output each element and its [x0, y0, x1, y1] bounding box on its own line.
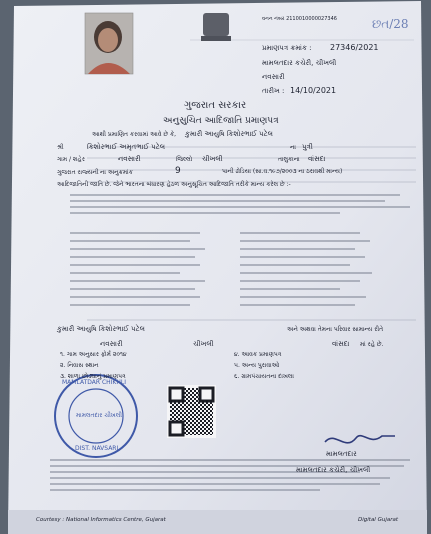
list-item: ૬. ગ્રામપંચાયતના દાખલા [234, 373, 294, 380]
serial-value: 9 [175, 166, 181, 176]
stamp-text-bottom: DIST. NAVSARI [75, 445, 119, 452]
paper-sheet [8, 1, 427, 533]
list-item: ૫. અન્ય પુરાવાઓ [234, 362, 280, 369]
village-label: ગામ / શહેર [57, 156, 85, 163]
header-office: મામલતદાર કચેરી, ચીખલી [262, 59, 337, 67]
government-title: ગુજરાત સરકાર [184, 100, 247, 111]
footer-courtesy: Courtesy : National Informatics Centre, Gujarat [36, 517, 166, 523]
list-item: ૨. નિવાસ સ્થાન [60, 362, 99, 369]
second-holder-name: કુમારી આયુષિ કિશોરભાઈ પટેલ [57, 325, 145, 333]
father-label: શ્રી [57, 144, 64, 151]
intro-text: આથી પ્રમાણિત કરવામાં આવે છે કે, [92, 131, 177, 138]
taluka-label: તાલુકાના [278, 156, 300, 163]
village: નવસારી [118, 155, 141, 163]
residence-suffix: માં રહે છે. [360, 341, 384, 348]
signature-designation: મામલતદાર [326, 450, 357, 458]
footer-brand: Digital Gujarat [358, 517, 399, 523]
tribe-label: ગુજરાત રાજ્યની [57, 169, 99, 176]
notes-heading: આદિજાતિની જાતિ છે. જેને ભારતના બંધારણ હેઠળ અનુસૂચિત આદિજાતિ તરીકે માન્ય કરેલ છે :- [57, 181, 291, 188]
handwritten-ref: છત/28 [372, 17, 409, 31]
header-district: નવસારી [262, 73, 285, 81]
emblem-icon [201, 13, 231, 41]
holder-name: કુમારી આયુષિ કિશોરભાઈ પટેલ [185, 130, 273, 138]
certificate-number: 27346/2021 [330, 43, 379, 52]
residence-district: ચીખલી [193, 340, 214, 348]
serial-label: ના અનુક્રમાંક [100, 169, 133, 176]
relation: પુત્રી [302, 143, 313, 151]
issue-date: 14/10/2021 [290, 86, 337, 95]
list-item: ૩. શાળા છોડ્યાનું પ્રમાણપત્ર [60, 373, 126, 380]
district: ચીખલી [202, 155, 223, 163]
residence-taluka: વાંસદા [332, 340, 350, 348]
category-note: પાની ઢોડિયા (સા.વ.૧૯૭/૨૦૦૩ ના ઠરાવથી માન્ય) [222, 168, 343, 175]
list-item: ૪. આવક પ્રમાણપત્ર [234, 351, 282, 358]
certificate-title: અનુસુચિત આદિજાતિ પ્રમાણપત્ર [163, 116, 279, 126]
signature-office: મામલતદાર કચેરી, ચીખલી [296, 466, 371, 474]
residence-village: નવસારી [100, 340, 123, 348]
list-item: ૧. ગામ અનુસાર ફોર્મ ૨૦૧૪ [60, 351, 127, 358]
stamp-text-top: MAMLATDAR CHIKHLI [62, 379, 126, 386]
father-name: કિશોરભાઈ અમૃતભાઈ પટેલ [87, 143, 166, 151]
district-label: જિલ્લો [176, 156, 193, 163]
date-label: તારીખ : [262, 87, 285, 95]
second-suffix: અને અથવા તેમના પરિવાર સામાન્ય રીતે [287, 326, 384, 333]
serial-number: વનન નંબર 2110010000027346 [262, 16, 337, 22]
relation-label: ના [290, 144, 296, 151]
stamp-text-center: મામલતદાર ચીખલી [76, 412, 122, 419]
taluka: વાંસદા [308, 155, 326, 163]
qr-code [167, 385, 216, 438]
certificate-number-label: પ્રમાણપત્ર ક્રમાંક : [262, 44, 312, 52]
